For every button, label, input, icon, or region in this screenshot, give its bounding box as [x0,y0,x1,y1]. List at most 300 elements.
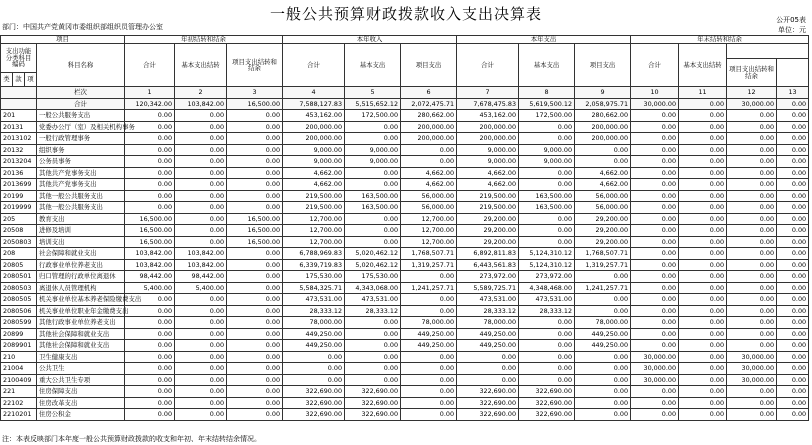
amount-cell: 0.00 [175,409,227,421]
index-cell: 11 [679,87,727,99]
amount-cell: 0.00 [175,156,227,168]
subject-name: 其他行政事业单位养老支出 [37,317,125,329]
amount-cell: 0.00 [679,317,727,329]
amount-cell: 0.00 [519,121,575,133]
amount-cell: 0.00 [519,363,575,375]
subject-name: 教育支出 [37,213,125,225]
amount-cell: 0.00 [777,271,809,283]
amount-cell: 0.00 [227,259,283,271]
amount-cell: 0.00 [227,386,283,398]
amount-cell: 0.00 [519,225,575,237]
amount-cell: 4,662.00 [457,179,519,191]
amount-cell: 0.00 [727,156,777,168]
header-expenditure: 本年支出 [457,36,631,44]
amount-cell: 0.00 [175,397,227,409]
amount-cell: 0.00 [227,340,283,352]
amount-cell: 0.00 [345,351,401,363]
amount-cell: 0.00 [631,305,679,317]
amount-cell: 6,788,969.83 [283,248,345,260]
amount-cell: 0.00 [575,374,631,386]
amount-cell: 0.00 [727,190,777,202]
amount-cell: 0.00 [125,167,175,179]
amount-cell: 0.00 [401,305,457,317]
amount-cell: 5,619,500.12 [519,98,575,110]
amount-cell: 0.00 [401,409,457,421]
amount-cell: 0.00 [227,248,283,260]
amount-cell: 0.00 [777,363,809,375]
amount-cell: 16,500.00 [125,225,175,237]
amount-cell: 163,500.00 [519,202,575,214]
amount-cell: 0.00 [227,397,283,409]
amount-cell: 103,842.00 [125,259,175,271]
amount-cell: 449,250.00 [283,328,345,340]
amount-cell: 0.00 [125,133,175,145]
amount-cell: 5,400.00 [175,282,227,294]
table-row [1,248,809,260]
amount-cell: 5,124,310.12 [519,259,575,271]
amount-cell: 0.00 [227,202,283,214]
header-begin-balance: 年初结转和结余 [125,36,283,44]
subject-code: 205 [1,213,37,225]
amount-cell: 0.00 [125,328,175,340]
amount-cell: 0.00 [227,317,283,329]
subject-code: 20136 [1,167,37,179]
subject-name: 机关事业单位基本养老保险缴费支出 [37,294,125,306]
amount-cell: 0.00 [175,386,227,398]
amount-cell: 1,768,507.71 [575,248,631,260]
subject-code: 208 [1,248,37,260]
subject-name: 住房保障支出 [37,386,125,398]
amount-cell: 0.00 [175,225,227,237]
index-cell: 3 [227,87,283,99]
amount-cell: 103,842.00 [175,248,227,260]
amount-cell: 12,700.00 [283,213,345,225]
table-row [1,236,809,248]
amount-cell: 0.00 [227,190,283,202]
amount-cell: 449,250.00 [401,340,457,352]
amount-cell: 29,200.00 [575,236,631,248]
amount-cell: 0.00 [679,133,727,145]
amount-cell: 0.00 [345,121,401,133]
header-begin-total: 合计 [125,44,175,87]
subject-name: 公共卫生 [37,363,125,375]
amount-cell: 0.00 [175,202,227,214]
amount-cell: 0.00 [777,190,809,202]
amount-cell: 0.00 [227,409,283,421]
total-row [1,98,809,110]
index-cell: 5 [345,87,401,99]
amount-cell: 0.00 [679,340,727,352]
amount-cell: 322,690.00 [519,409,575,421]
amount-cell: 0.00 [727,144,777,156]
amount-cell: 30,000.00 [727,374,777,386]
amount-cell: 163,500.00 [345,202,401,214]
amount-cell: 1,319,257.71 [401,259,457,271]
amount-cell: 0.00 [125,110,175,122]
amount-cell: 30,000.00 [727,363,777,375]
amount-cell: 0.00 [125,386,175,398]
amount-cell: 0.00 [575,397,631,409]
amount-cell: 12,700.00 [401,236,457,248]
amount-cell: 6,339,719.83 [283,259,345,271]
amount-cell: 0.00 [283,374,345,386]
subject-code: 2013102 [1,133,37,145]
amount-cell: 0.00 [679,179,727,191]
amount-cell: 56,000.00 [575,202,631,214]
amount-cell: 280,662.00 [401,110,457,122]
amount-cell: 0.00 [125,294,175,306]
amount-cell: 0.00 [175,133,227,145]
amount-cell: 0.00 [227,179,283,191]
amount-cell: 219,500.00 [283,202,345,214]
amount-cell: 0.00 [777,144,809,156]
amount-cell: 28,333.12 [283,305,345,317]
subject-name: 一般公共服务支出 [37,110,125,122]
amount-cell: 0.00 [125,202,175,214]
amount-cell: 4,662.00 [575,179,631,191]
amount-cell: 0.00 [631,328,679,340]
amount-cell: 322,690.00 [283,397,345,409]
table-row [1,363,809,375]
header-end-project-group [727,44,809,59]
amount-cell: 7,588,127.83 [283,98,345,110]
header-subject-name: 科目名称 [37,44,125,87]
amount-cell: 0.00 [175,213,227,225]
amount-cell: 9,000.00 [283,144,345,156]
header-kind-kuan: 款 [13,73,25,87]
amount-cell: 28,333.12 [457,305,519,317]
amount-cell: 0.00 [519,179,575,191]
amount-cell: 12,700.00 [401,213,457,225]
amount-cell: 0.00 [401,271,457,283]
amount-cell: 0.00 [175,294,227,306]
amount-cell: 0.00 [125,397,175,409]
amount-cell: 0.00 [631,167,679,179]
amount-cell: 30,000.00 [631,363,679,375]
amount-cell: 98,442.00 [175,271,227,283]
amount-cell: 0.00 [227,328,283,340]
amount-cell: 0.00 [401,363,457,375]
header-expend-total: 合计 [457,44,519,87]
subject-code: 2210201 [1,409,37,421]
amount-cell: 9,000.00 [457,156,519,168]
amount-cell: 16,500.00 [227,213,283,225]
amount-cell: 29,200.00 [457,213,519,225]
amount-cell: 322,690.00 [519,386,575,398]
index-cell: 4 [283,87,345,99]
amount-cell: 0.00 [679,156,727,168]
amount-cell: 0.00 [575,144,631,156]
amount-cell: 0.00 [575,294,631,306]
amount-cell: 0.00 [679,236,727,248]
amount-cell: 0.00 [227,305,283,317]
amount-cell: 16,500.00 [125,213,175,225]
amount-cell: 56,000.00 [401,202,457,214]
subject-name: 住房公积金 [37,409,125,421]
amount-cell: 0.00 [575,156,631,168]
amount-cell: 0.00 [175,190,227,202]
amount-cell: 449,250.00 [457,340,519,352]
amount-cell: 449,250.00 [283,340,345,352]
amount-cell: 29,200.00 [457,236,519,248]
amount-cell: 200,000.00 [457,121,519,133]
amount-cell: 0.00 [631,121,679,133]
subject-code: 21004 [1,363,37,375]
amount-cell: 30,000.00 [631,351,679,363]
amount-cell: 322,690.00 [457,386,519,398]
amount-cell: 30,000.00 [727,351,777,363]
table-row [1,328,809,340]
amount-cell: 0.00 [175,305,227,317]
amount-cell: 12,700.00 [401,225,457,237]
unit-label: 单位：元 [778,26,806,34]
department-label: 部门：中国共产党黄冈市委组织部组织员管理办公室 [2,23,163,31]
amount-cell: 30,000.00 [631,374,679,386]
amount-cell: 0.00 [401,351,457,363]
amount-cell: 0.00 [401,156,457,168]
amount-cell: 103,842.00 [175,259,227,271]
amount-cell: 0.00 [777,259,809,271]
subject-name: 组织事务 [37,144,125,156]
amount-cell: 4,662.00 [457,167,519,179]
amount-cell: 0.00 [519,374,575,386]
amount-cell: 0.00 [777,167,809,179]
report-title: 一般公共预算财政拨款收入支出决算表 [269,5,542,23]
header-income: 本年收入 [283,36,457,44]
amount-cell: 0.00 [727,340,777,352]
subject-name: 机关事业单位职业年金缴费支出 [37,305,125,317]
amount-cell: 0.00 [519,328,575,340]
subject-name: 离退休人员管理机构 [37,282,125,294]
amount-cell: 78,000.00 [401,317,457,329]
subject-code: 2080505 [1,294,37,306]
amount-cell: 163,500.00 [519,190,575,202]
amount-cell: 0.00 [175,374,227,386]
amount-cell: 0.00 [727,317,777,329]
amount-cell: 103,842.00 [175,98,227,110]
amount-cell: 4,348,468.00 [519,282,575,294]
amount-cell: 0.00 [679,110,727,122]
header-expend-project: 项目支出 [575,44,631,87]
index-cell: 2 [175,87,227,99]
subject-name: 合计 [37,98,125,110]
amount-cell: 0.00 [227,133,283,145]
amount-cell: 0.00 [679,259,727,271]
amount-cell: 0.00 [631,133,679,145]
subject-code: 2080503 [1,282,37,294]
amount-cell: 0.00 [519,340,575,352]
amount-cell: 0.00 [227,167,283,179]
amount-cell: 0.00 [679,397,727,409]
table-row [1,167,809,179]
amount-cell: 0.00 [777,110,809,122]
amount-cell: 0.00 [631,271,679,283]
amount-cell: 200,000.00 [283,121,345,133]
amount-cell: 5,584,325.71 [283,282,345,294]
amount-cell: 6,892,811.83 [457,248,519,260]
header-expend-basic: 基本支出 [519,44,575,87]
amount-cell: 0.00 [777,340,809,352]
amount-cell: 322,690.00 [345,397,401,409]
amount-cell: 449,250.00 [575,340,631,352]
amount-cell: 0.00 [227,294,283,306]
amount-cell: 0.00 [125,409,175,421]
amount-cell: 0.00 [227,363,283,375]
amount-cell: 0.00 [345,317,401,329]
amount-cell: 0.00 [631,202,679,214]
amount-cell: 0.00 [519,133,575,145]
amount-cell: 0.00 [727,133,777,145]
amount-cell: 322,690.00 [345,409,401,421]
amount-cell: 16,500.00 [125,236,175,248]
amount-cell: 0.00 [631,386,679,398]
table-row [1,386,809,398]
header-project: 项目 [1,36,125,44]
table-row [1,397,809,409]
amount-cell: 0.00 [777,328,809,340]
amount-cell: 0.00 [457,363,519,375]
amount-cell: 0.00 [679,213,727,225]
amount-cell: 200,000.00 [457,133,519,145]
subject-name: 行政事业单位养老支出 [37,259,125,271]
amount-cell: 0.00 [727,110,777,122]
amount-cell: 200,000.00 [575,121,631,133]
amount-cell: 0.00 [679,305,727,317]
amount-cell: 0.00 [125,363,175,375]
subject-name: 社会保障和就业支出 [37,248,125,260]
amount-cell: 12,700.00 [283,225,345,237]
amount-cell: 0.00 [679,294,727,306]
table-row [1,282,809,294]
amount-cell: 0.00 [679,271,727,283]
amount-cell: 0.00 [283,351,345,363]
amount-cell: 0.00 [575,409,631,421]
amount-cell: 0.00 [227,121,283,133]
amount-cell: 322,690.00 [457,409,519,421]
amount-cell: 0.00 [727,213,777,225]
amount-cell: 0.00 [777,133,809,145]
subject-code: 20899 [1,328,37,340]
amount-cell: 0.00 [631,190,679,202]
amount-cell: 9,000.00 [345,144,401,156]
header-begin-basic: 基本支出结转 [175,44,227,87]
amount-cell: 0.00 [227,110,283,122]
amount-cell: 0.00 [345,236,401,248]
amount-cell: 0.00 [519,167,575,179]
amount-cell: 0.00 [345,167,401,179]
amount-cell: 4,662.00 [401,179,457,191]
amount-cell: 0.00 [727,328,777,340]
amount-cell: 0.00 [679,98,727,110]
amount-cell: 4,662.00 [401,167,457,179]
amount-cell: 473,531.00 [345,294,401,306]
amount-cell: 0.00 [727,248,777,260]
amount-cell: 0.00 [125,156,175,168]
amount-cell: 0.00 [777,179,809,191]
header-end-basic: 基本支出结转 [679,44,727,87]
amount-cell: 453,162.00 [457,110,519,122]
amount-cell: 0.00 [727,386,777,398]
amount-cell: 0.00 [777,409,809,421]
subject-name: 归口管理的行政单位离退休 [37,271,125,283]
amount-cell: 5,400.00 [125,282,175,294]
table-row [1,305,809,317]
amount-cell: 0.00 [175,167,227,179]
subject-code: 2013699 [1,179,37,191]
subject-name: 一般行政管理事务 [37,133,125,145]
subject-code: 2019999 [1,202,37,214]
table-row [1,190,809,202]
amount-cell: 200,000.00 [401,121,457,133]
header-end-project-carry: 项目支出结转和结余 [727,59,777,87]
amount-cell: 5,589,725.71 [457,282,519,294]
table-row [1,294,809,306]
subject-code: 2050803 [1,236,37,248]
amount-cell: 0.00 [345,363,401,375]
amount-cell: 4,662.00 [283,179,345,191]
budget-table [0,35,809,421]
amount-cell: 0.00 [679,351,727,363]
subject-name: 卫生健康支出 [37,351,125,363]
amount-cell: 0.00 [519,351,575,363]
amount-cell: 0.00 [727,259,777,271]
amount-cell: 0.00 [175,340,227,352]
amount-cell: 0.00 [727,121,777,133]
amount-cell: 16,500.00 [227,236,283,248]
amount-cell: 0.00 [777,374,809,386]
index-cell: 13 [777,87,809,99]
amount-cell: 0.00 [401,397,457,409]
amount-cell: 322,690.00 [457,397,519,409]
amount-cell: 449,250.00 [457,328,519,340]
amount-cell: 0.00 [727,397,777,409]
amount-cell: 0.00 [777,98,809,110]
amount-cell: 0.00 [227,282,283,294]
amount-cell: 56,000.00 [401,190,457,202]
amount-cell: 78,000.00 [457,317,519,329]
header-begin-project: 项目支出结转和结余 [227,44,283,87]
amount-cell: 0.00 [519,236,575,248]
table-row [1,110,809,122]
subject-name: 住房改革支出 [37,397,125,409]
amount-cell: 0.00 [175,317,227,329]
table-row [1,225,809,237]
subject-code: 221 [1,386,37,398]
amount-cell: 0.00 [345,179,401,191]
column-index-row [1,87,809,99]
amount-cell: 0.00 [631,397,679,409]
amount-cell: 0.00 [631,409,679,421]
index-cell: 12 [727,87,777,99]
amount-cell: 0.00 [679,121,727,133]
amount-cell: 2,072,475.71 [401,98,457,110]
amount-cell: 28,333.12 [345,305,401,317]
table-row [1,144,809,156]
amount-cell: 0.00 [227,156,283,168]
subject-name: 党委办公厅（室）及相关机构事务 [37,121,125,133]
amount-cell: 0.00 [631,179,679,191]
amount-cell: 0.00 [227,271,283,283]
subject-code: 201 [1,110,37,122]
amount-cell: 0.00 [345,374,401,386]
amount-cell: 5,515,652.12 [345,98,401,110]
amount-cell: 9,000.00 [457,144,519,156]
subject-code: 20508 [1,225,37,237]
amount-cell: 0.00 [125,374,175,386]
header-income-total: 合计 [283,44,345,87]
amount-cell: 0.00 [631,340,679,352]
amount-cell: 0.00 [727,225,777,237]
